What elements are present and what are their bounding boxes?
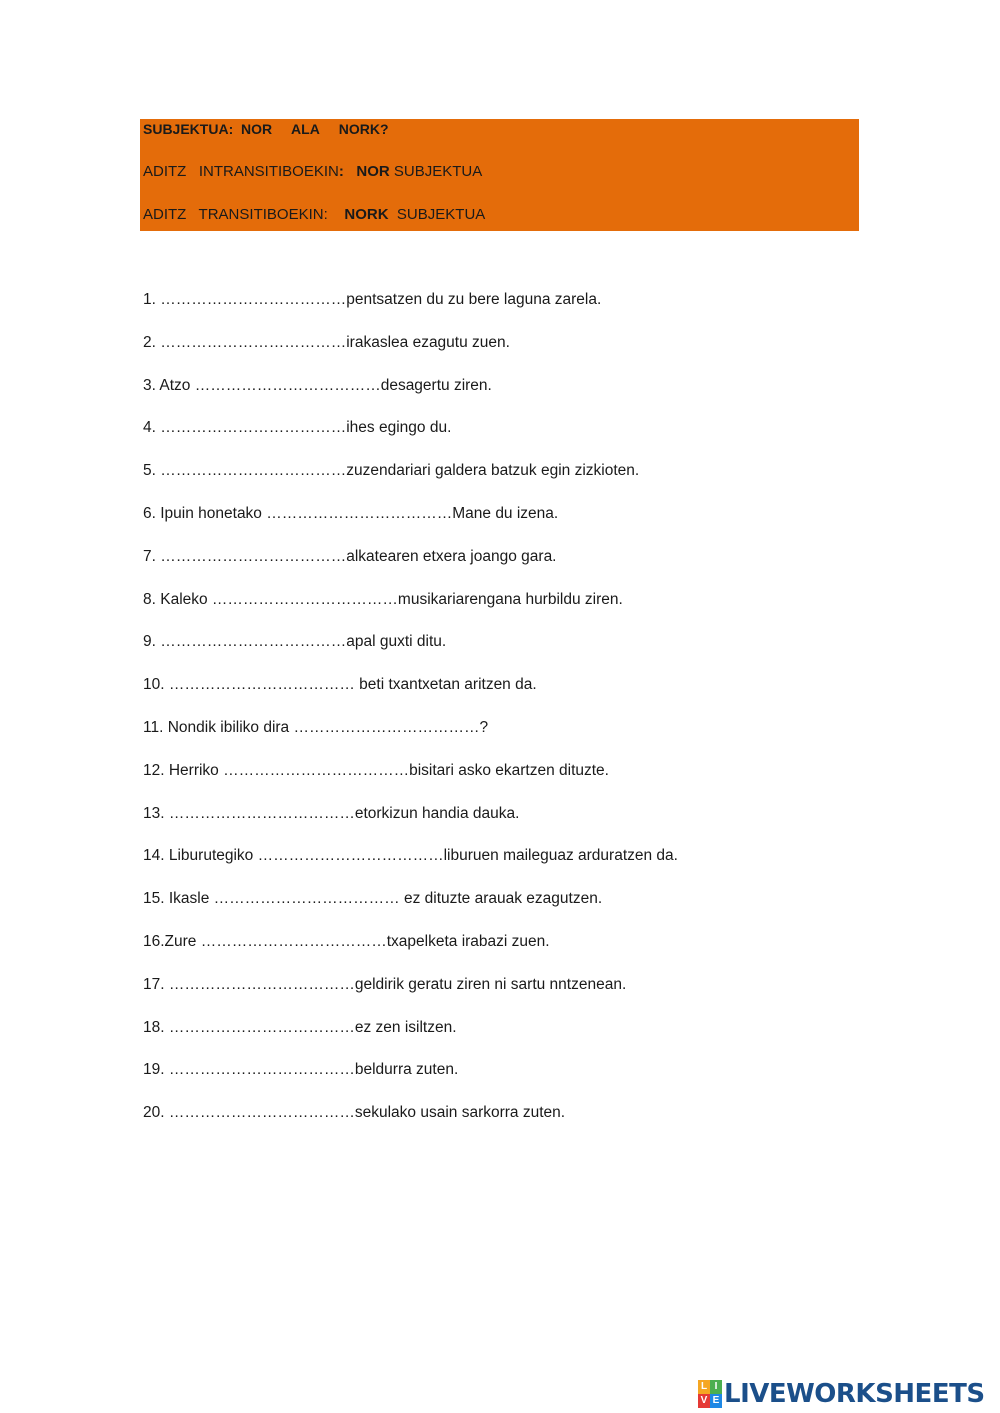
exercise-item-7[interactable]: 7. ………………………………alkatearen etxera joango gara. <box>143 547 557 565</box>
exercise-item-18[interactable]: 18. ………………………………ez zen isiltzen. <box>143 1018 457 1036</box>
logo-letter-i: I <box>710 1380 722 1394</box>
nork-keyword: NORK <box>344 206 389 223</box>
exercise-item-10[interactable]: 10. ……………………………… beti txantxetan aritzen da. <box>143 676 537 694</box>
logo-letter-l: L <box>698 1380 710 1394</box>
exercise-item-15[interactable]: 15. Ikasle ……………………………… ez dituzte arauak ezagutzen. <box>143 890 603 908</box>
logo-letter-e: E <box>710 1394 722 1408</box>
exercise-item-14[interactable]: 14. Liburutegiko ………………………………liburuen maileguaz arduratzen da. <box>143 847 678 865</box>
exercise-item-1[interactable]: 1. ………………………………pentsatzen du zu bere laguna zarela. <box>143 291 602 308</box>
exercise-item-8[interactable]: 8. Kaleko ………………………………musikariarengana hurbildu ziren. <box>143 590 623 608</box>
intransitive-label: ADITZ INTRANSITIBOEKIN <box>143 163 339 180</box>
exercise-item-2[interactable]: 2. ………………………………irakaslea ezagutu zuen. <box>143 333 510 351</box>
exercise-item-16[interactable]: 16.Zure ………………………………txapelketa irabazi zuen. <box>143 932 550 950</box>
exercise-item-6[interactable]: 6. Ipuin honetako ………………………………Mane du izena. <box>143 504 559 522</box>
exercise-item-13[interactable]: 13. ………………………………etorkizun handia dauka. <box>143 804 520 822</box>
intransitive-colon: : <box>338 163 357 180</box>
transitive-label: ADITZ TRANSITIBOEKIN: <box>143 206 345 223</box>
transitive-subject: SUBJEKTUA <box>388 206 486 223</box>
exercise-item-17[interactable]: 17. ………………………………geldirik geratu ziren ni sartu nntzenean. <box>143 975 627 993</box>
liveworksheets-brand[interactable] <box>698 1378 985 1410</box>
exercise-item-12[interactable]: 12. Herriko ………………………………bisitari asko ekartzen dituzte. <box>143 761 609 779</box>
intransitive-subject: SUBJEKTUA <box>389 163 483 180</box>
exercise-item-11[interactable]: 11. Nondik ibiliko dira ………………………………? <box>143 718 489 736</box>
brand-wordmark: LIVEWORKSHEETS <box>724 1379 985 1409</box>
exercise-item-3[interactable]: 3. Atzo ………………………………desagertu ziren. <box>143 376 492 394</box>
logo-letter-v: V <box>698 1394 710 1408</box>
exercise-item-20[interactable]: 20. ………………………………sekulako usain sarkorra zuten. <box>143 1104 566 1122</box>
exercise-item-5[interactable]: 5. ………………………………zuzendariari galdera batzuk egin zizkioten. <box>143 462 640 480</box>
exercise-item-19[interactable]: 19. ………………………………beldurra zuten. <box>143 1061 459 1079</box>
instruction-header <box>140 119 859 231</box>
nor-keyword: NOR <box>356 163 390 180</box>
exercise-item-4[interactable]: 4. ………………………………ihes egingo du. <box>143 419 452 437</box>
exercise-item-9[interactable]: 9. ………………………………apal guxti ditu. <box>143 633 447 651</box>
exercise-list <box>143 290 903 1146</box>
header-transitive-rule <box>143 206 485 223</box>
liveworksheets-logo-icon <box>698 1380 722 1408</box>
header-intransitive-rule <box>143 163 482 180</box>
header-title: SUBJEKTUA: NOR ALA NORK? <box>143 121 389 137</box>
